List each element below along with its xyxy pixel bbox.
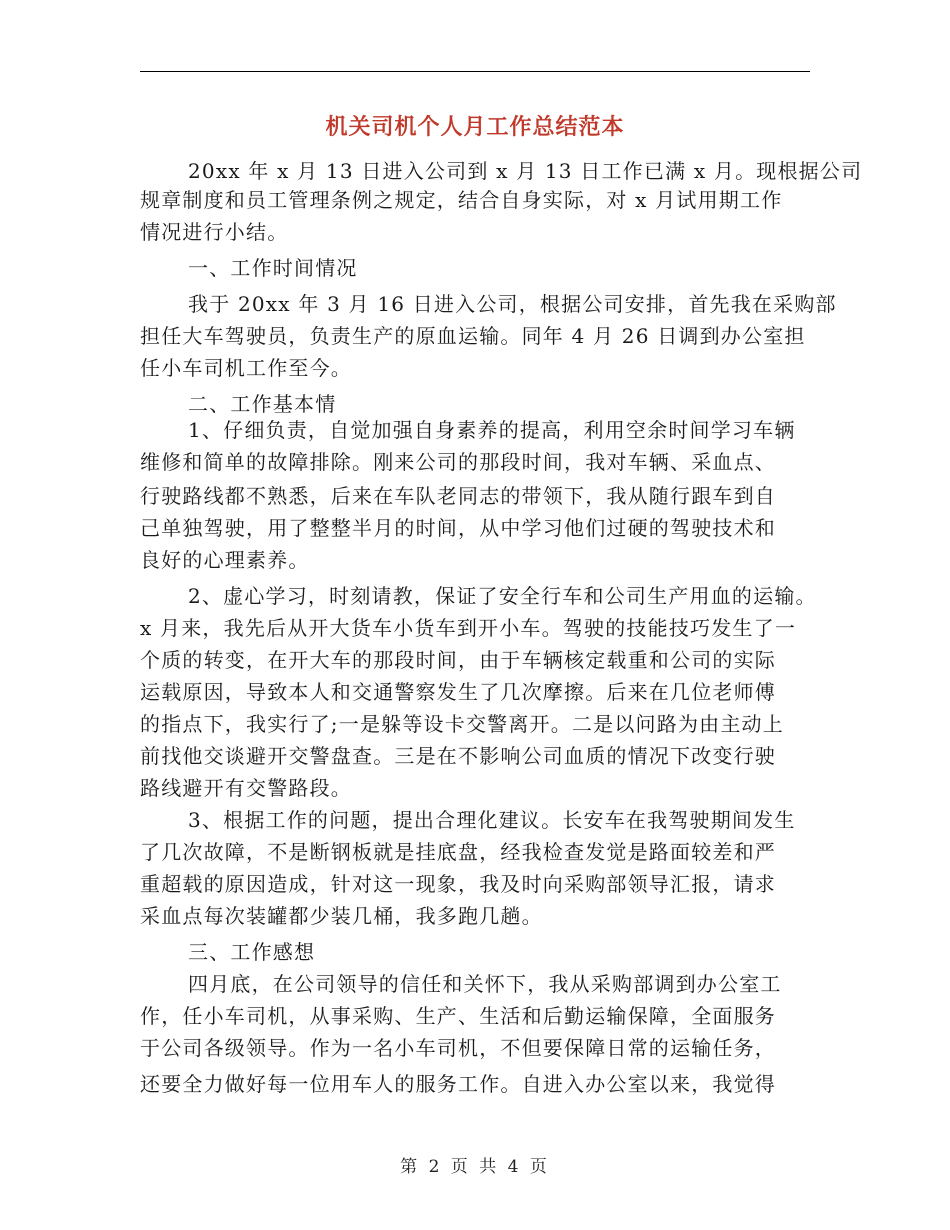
text-line: 个质的转变，在开大车的那段时间，由于车辆核定载重和公司的实际: [140, 648, 776, 672]
text-line: 我于 20xx 年 3 月 16 日进入公司，根据公司安排，首先我在采购部: [188, 292, 837, 316]
text-line: 前找他交谈避开交警盘查。三是在不影响公司血质的情况下改变行驶: [140, 744, 776, 768]
text-line: 重超载的原因造成，针对这一现象，我及时向采购部领导汇报，请求: [140, 872, 776, 896]
text-line: 于公司各级领导。作为一名小车司机，不但要保障日常的运输任务，: [140, 1036, 776, 1060]
text-line: 的指点下，我实行了;一是躲等设卡交警离开。二是以问路为由主动上: [140, 712, 784, 736]
text-line: 20xx 年 x 月 13 日进入公司到 x 月 13 日工作已满 x 月。现根据公司: [188, 159, 863, 183]
text-line: 采血点每次装罐都少装几桶，我多跑几趟。: [140, 904, 543, 928]
text-line: 良好的心理素养。: [140, 548, 310, 572]
text-line: 作，任小车司机，从事采购、生产、生活和后勤运输保障，全面服务: [140, 1004, 776, 1028]
text-line: 一、工作时间情况: [188, 256, 358, 280]
text-line: 行驶路线都不熟悉，后来在车队老同志的带领下，我从随行跟车到自: [140, 484, 776, 508]
text-line: 3、根据工作的问题，提出合理化建议。长安车在我驾驶期间发生: [188, 808, 796, 832]
document-title: 机关司机个人月工作总结范本: [325, 115, 625, 140]
text-line: x 月来，我先后从开大货车小货车到开小车。驾驶的技能技巧发生了一: [140, 616, 797, 640]
text-line: 任小车司机工作至今。: [140, 356, 352, 380]
text-line: 情况进行小结。: [140, 220, 289, 244]
text-line: 了几次故障，不是断钢板就是挂底盘，经我检查发觉是路面较差和严: [140, 840, 776, 864]
text-line: 四月底，在公司领导的信任和关怀下，我从采购部调到办公室工: [188, 972, 782, 996]
text-line: 运载原因，导致本人和交通警察发生了几次摩擦。后来在几位老师傅: [140, 680, 776, 704]
text-line: 1、仔细负责，自觉加强自身素养的提高，利用空余时间学习车辆: [188, 418, 796, 442]
text-line: 己单独驾驶，用了整整半月的时间，从中学习他们过硬的驾驶技术和: [140, 516, 776, 540]
text-line: 担任大车驾驶员，负责生产的原血运输。同年 4 月 26 日调到办公室担: [140, 324, 806, 348]
text-line: 规章制度和员工管理条例之规定，结合自身实际，对 x 月试用期工作: [140, 188, 783, 212]
text-line: 还要全力做好每一位用车人的服务工作。自进入办公室以来，我觉得: [140, 1072, 776, 1096]
page-footer: 第 2 页 共 4 页: [400, 1157, 550, 1177]
text-line: 2、虚心学习，时刻请教，保证了安全行车和公司生产用血的运输。: [188, 584, 817, 608]
text-line: 路线避开有交警路段。: [140, 776, 352, 800]
text-line: 二、工作基本情: [188, 392, 337, 416]
text-line: 三、工作感想: [188, 940, 316, 964]
text-line: 维修和简单的故障排除。刚来公司的那段时间，我对车辆、采血点、: [140, 450, 776, 474]
